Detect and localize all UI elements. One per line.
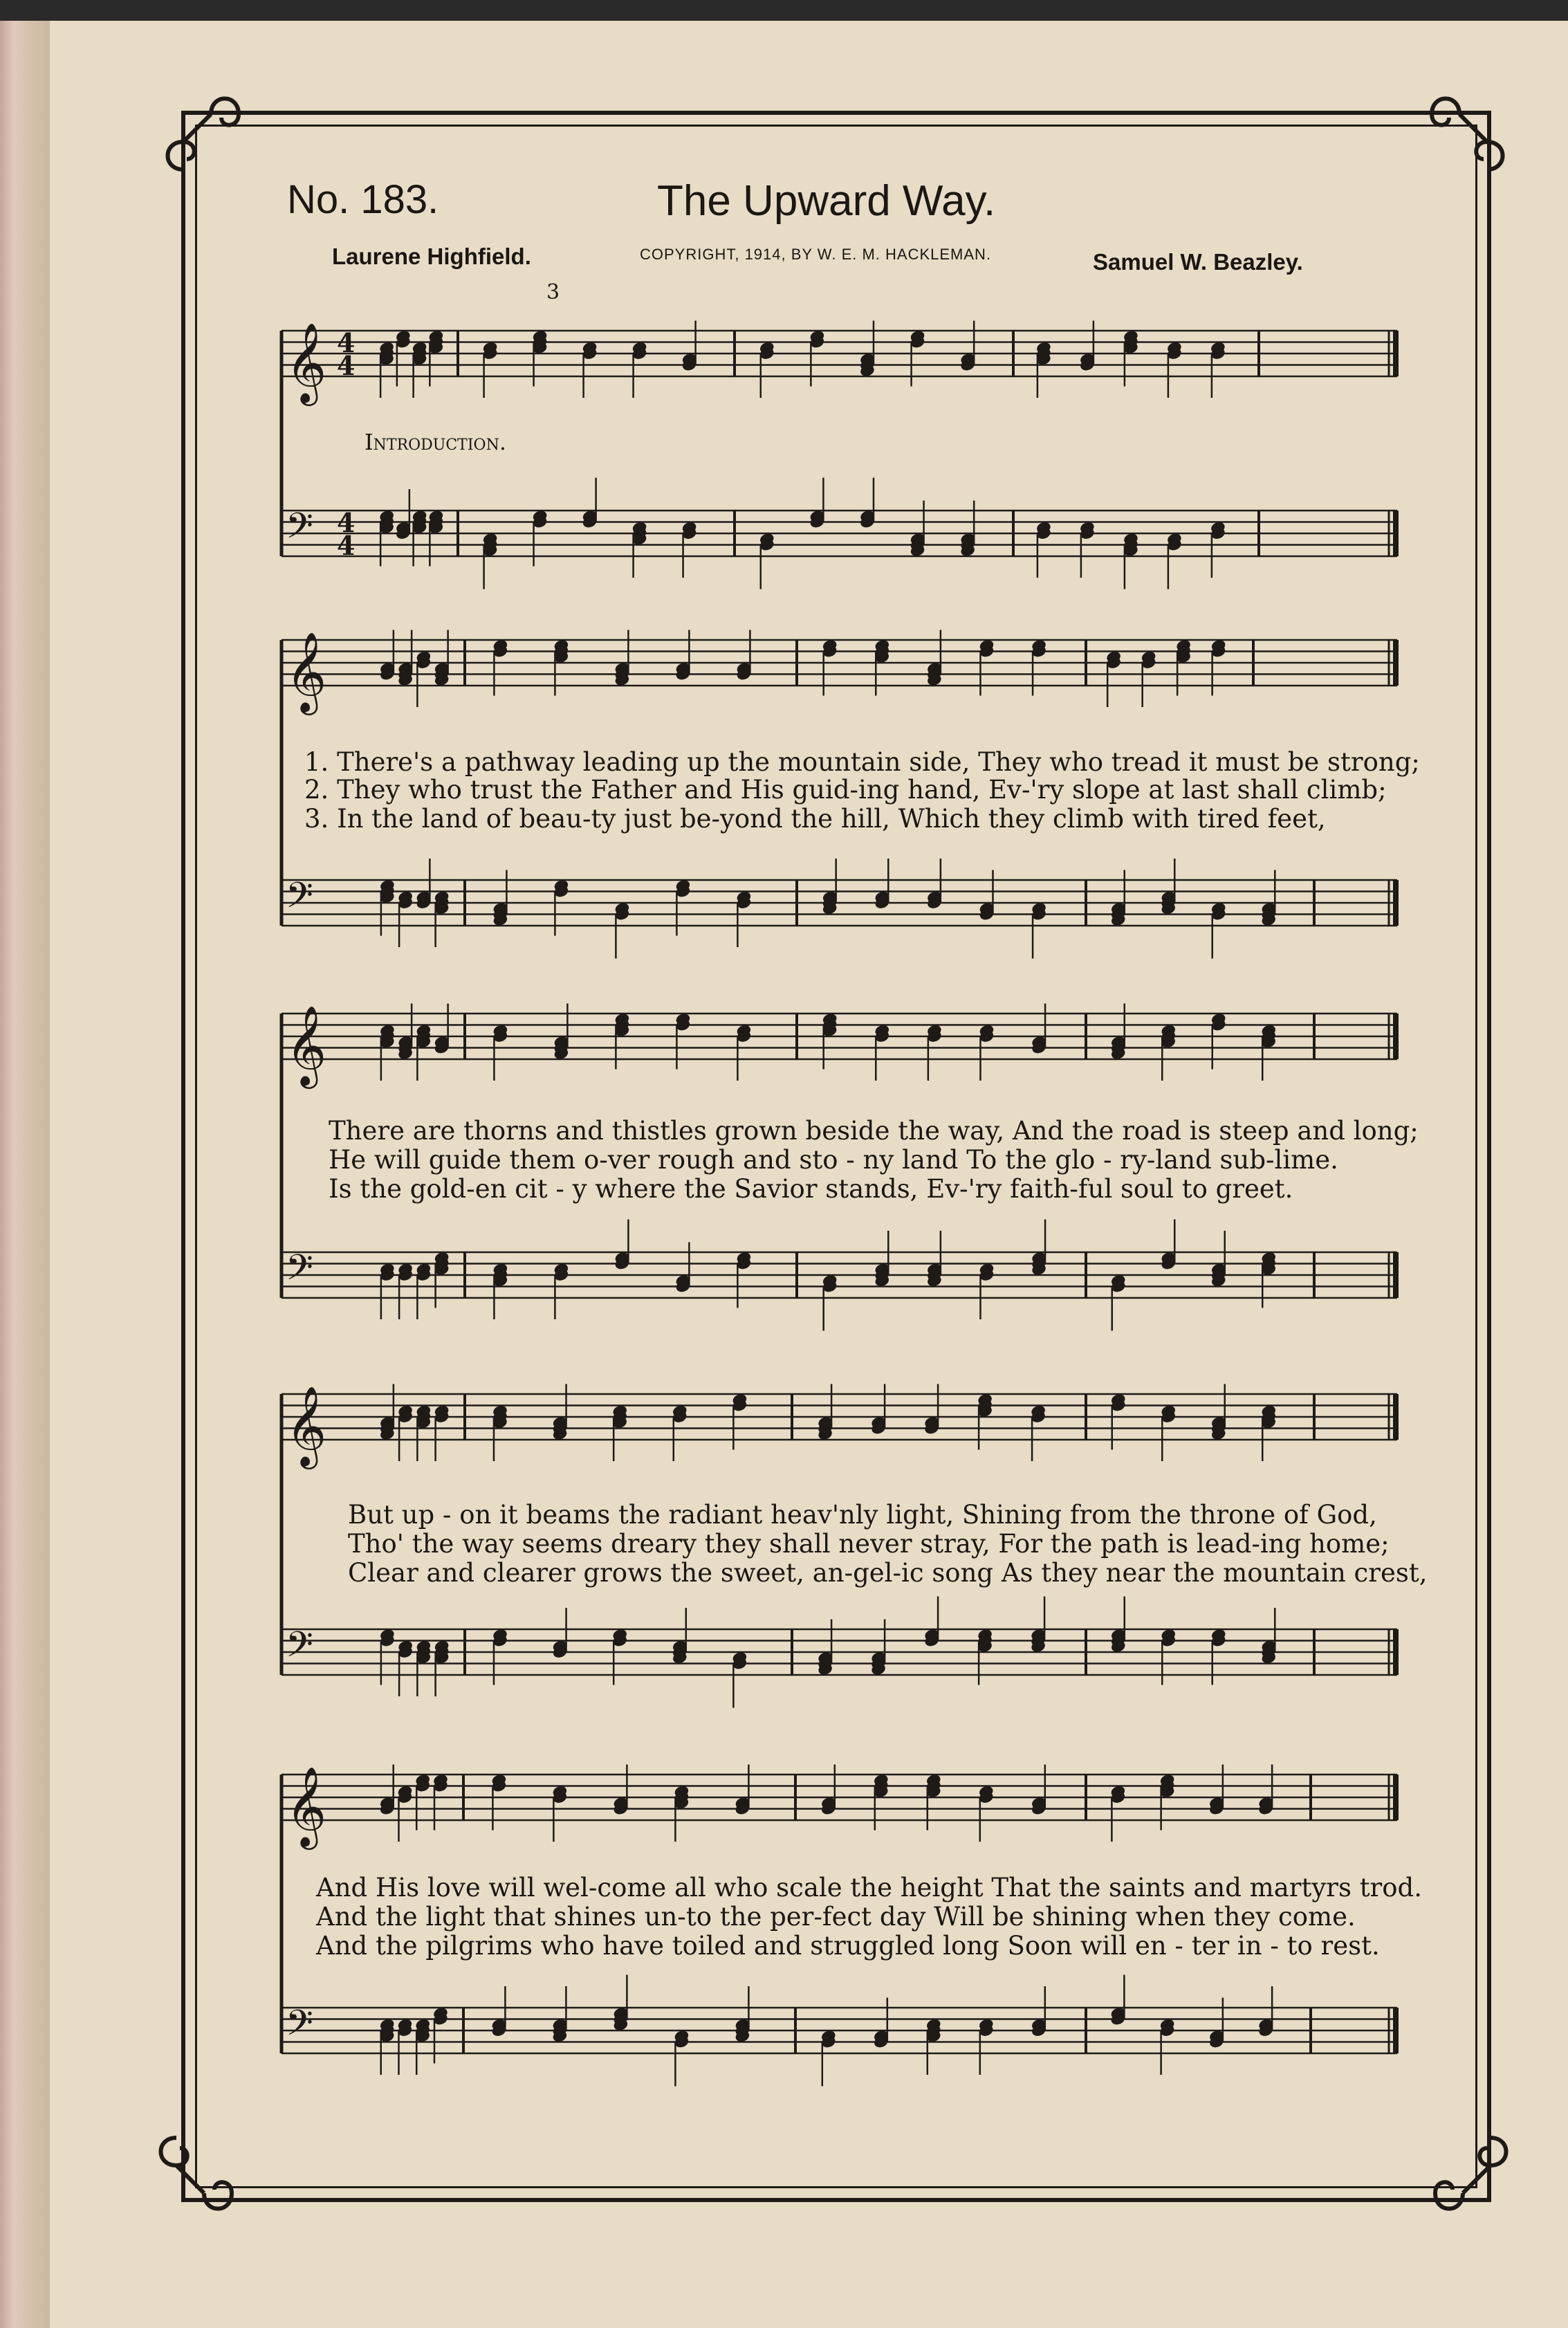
bass-clef-icon: 𝄢 [286,2001,313,2053]
time-signature: 4 [337,350,356,381]
author: Laurene Highfield. [332,244,531,269]
treble-clef-icon: 𝄞 [286,322,327,403]
time-signature: 4 [337,507,356,538]
lyric-verse-1: There are thorns and thistles grown beside the way, And the road is steep and long; [329,1116,1419,1146]
lyric-verse-3: Clear and clearer grows the sweet, an-gel-ic song As they near the mountain crest, [348,1558,1428,1588]
lyric-verse-3: Is the gold-en cit - y where the Savior stands, Ev-'ry faith-ful soul to greet. [329,1174,1293,1204]
bass-clef-icon: 𝄢 [286,1623,313,1674]
treble-clef-icon: 𝄞 [286,1005,327,1085]
hymn-number: No. 183. [287,177,439,222]
treble-clef-icon: 𝄞 [286,1385,327,1466]
bass-clef-icon: 𝄢 [286,1246,313,1297]
treble-clef-icon: 𝄞 [286,1766,327,1846]
lyric-verse-3: 3. In the land of beau-ty just be-yond the hill, Which they climb with tired feet, [304,804,1326,834]
hymn-title: The Upward Way. [657,177,996,225]
time-signature: 4 [337,530,356,561]
triplet-mark: 3 [546,280,560,304]
lyric-verse-1: But up - on it beams the radiant heav'nly light, Shining from the throne of God, [348,1500,1377,1530]
introduction-label: Introduction. [365,429,506,455]
lyric-verse-2: 2. They who trust the Father and His guid-ing hand, Ev-'ry slope at last shall climb; [304,775,1387,805]
lyric-verse-1: And His love will wel-come all who scale the height That the saints and martyrs trod. [316,1873,1422,1903]
lyric-verse-2: Tho' the way seems dreary they shall never stray, For the path is lead-ing home; [348,1529,1390,1559]
lyric-verse-2: And the light that shines un-to the per-fect day Will be shining when they come. [316,1902,1356,1932]
treble-clef-icon: 𝄞 [286,631,327,712]
copyright: COPYRIGHT, 1914, BY W. E. M. HACKLEMAN. [640,246,992,263]
composer: Samuel W. Beazley. [1093,249,1303,275]
bass-clef-icon: 𝄢 [286,874,313,925]
lyric-verse-1: 1. There's a pathway leading up the mountain side, They who tread it must be strong; [304,747,1420,777]
bass-clef-icon: 𝄢 [286,504,313,556]
time-signature: 4 [337,327,356,358]
lyric-verse-2: He will guide them o-ver rough and sto - ny land To the glo - ry-land sub-lime. [329,1145,1338,1175]
lyric-verse-3: And the pilgrims who have toiled and struggled long Soon will en - ter in - to rest. [316,1931,1380,1961]
